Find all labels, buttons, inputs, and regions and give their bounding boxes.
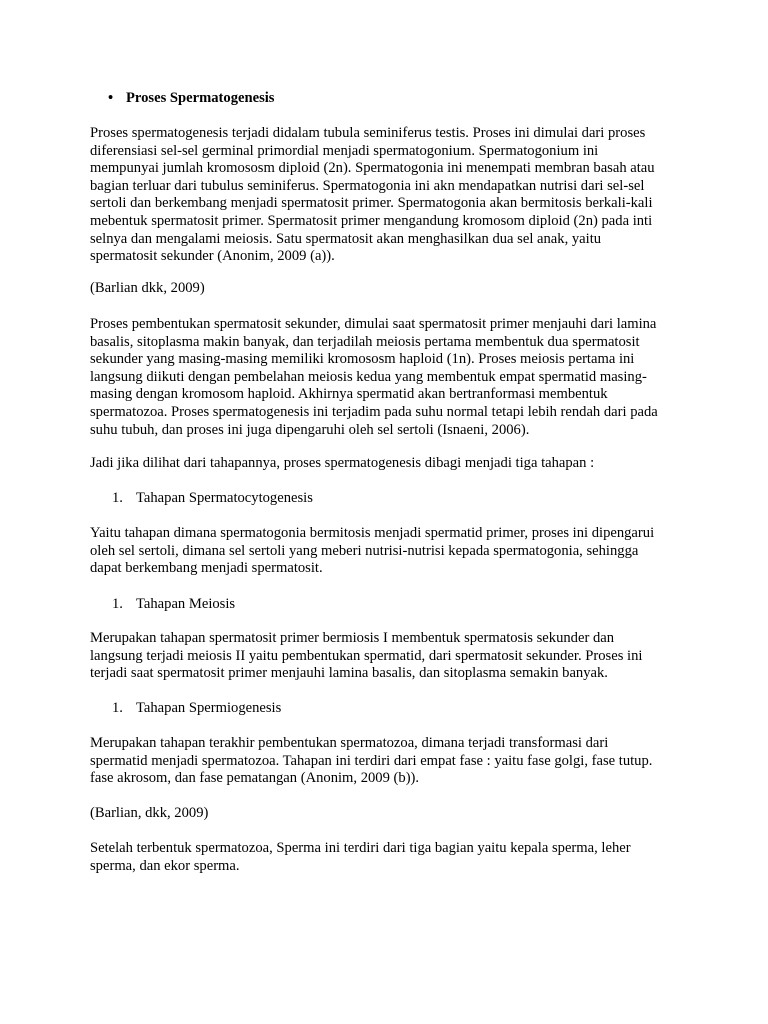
paragraph-sperma-parts [90, 840, 690, 875]
bullet-icon: • [108, 90, 114, 106]
text-line: bagian terluar dari tubulus seminiferus. Spermatogonia ini akn mendapatkan nutrisi dari sel-sel [90, 177, 645, 194]
text-line: Yaitu tahapan dimana spermatogonia bermitosis menjadi spermatid primer, proses ini dipengarui [90, 525, 655, 541]
text-line: selnya dan mengalami meiosis. Satu spermatosit akan menghasilkan dua sel anak, yaitu [90, 230, 602, 247]
text-line: masing dengan kromosom haploid. Akhirnya spermatid akan bertranformasi membentuk [90, 386, 608, 403]
text-line: diferensiasi sel-sel germinal primordial menjadi spermatogonium. Spermatogonium ini [90, 142, 599, 159]
text-line: Merupakan tahapan terakhir pembentukan spermatozoa, dimana terjadi transformasi dari [90, 735, 609, 751]
list-number: 1. [112, 596, 123, 612]
paragraph-intro [90, 125, 690, 266]
section-heading [108, 90, 275, 108]
text-line: sertoli dan berkembang menjadi spermatosit primer. Spermatogonia akan bermitosis berkali-kali [90, 195, 653, 212]
citation-text: (Barlian dkk, 2009) [90, 280, 205, 296]
list-item-stage-3 [112, 700, 281, 718]
list-item-title: Tahapan Spermiogenesis [136, 700, 282, 716]
text-line: fase akrosom, dan fase pematangan (Anonim, 2009 (b)). [90, 770, 420, 787]
text-line: sekunder yang masing-masing memiliki kromososm haploid (1n). Proses meiosis pertama ini [90, 351, 635, 368]
list-number: 1. [112, 700, 123, 716]
text-line: basalis, sitoplasma makin banyak, dan terjadilah meiosis pertama membentuk dua spermatosit [90, 333, 640, 350]
paragraph-stages-intro [90, 455, 690, 473]
paragraph-stage-3 [90, 735, 690, 788]
paragraph-secondary-spermatocyte [90, 316, 690, 439]
list-number: 1. [112, 490, 123, 506]
list-item-title: Tahapan Meiosis [136, 596, 236, 612]
list-item-stage-1 [112, 490, 313, 508]
text-line: oleh sel sertoli, dimana sel sertoli yang meberi nutrisi-nutrisi kepada spermatogonia, sehingga [90, 542, 639, 559]
paragraph-stage-2 [90, 630, 690, 683]
text-line: terjadi saat spermatosit primer menjauhi lamina basalis, dan sitoplasma semakin banyak. [90, 665, 608, 682]
text-line: dapat berkembang menjadi spermatosit. [90, 560, 323, 577]
text-line: spermatid menjadi spermatozoa. Tahapan ini terdiri dari empat fase : yaitu fase golgi, fase tutup. [90, 752, 653, 769]
text-line: Setelah terbentuk spermatozoa, Sperma ini terdiri dari tiga bagian yaitu kepala sperma, leher [90, 840, 631, 856]
list-item-stage-2 [112, 596, 235, 614]
citation-2 [90, 805, 690, 823]
text-line: Proses spermatogenesis terjadi didalam tubula seminiferus testis. Proses ini dimulai dari proses [90, 125, 646, 141]
citation-1 [90, 280, 690, 298]
text-line: Merupakan tahapan spermatosit primer bermiosis I membentuk spermatosis sekunder dan [90, 630, 615, 646]
text-line: Jadi jika dilihat dari tahapannya, proses spermatogenesis dibagi menjadi tiga tahapan : [90, 455, 595, 471]
text-line: mempunyai jumlah kromososm diploid (2n). Spermatogonia ini menempati membran basah atau [90, 160, 655, 177]
text-line: spermatozoa. Proses spermatogenesis ini terjadim pada suhu normal tetapi lebih rendah dari pada [90, 403, 658, 420]
paragraph-stage-1 [90, 525, 690, 578]
text-line: langsung diikuti dengan pembelahan meiosis kedua yang membentuk empat spermatid masing- [90, 368, 647, 385]
citation-text: (Barlian, dkk, 2009) [90, 805, 209, 821]
text-line: langsung terjadi meiosis II yaitu pembentukan spermatid, dari spermatosit sekunder. Proses ini [90, 647, 643, 664]
section-heading-text: Proses Spermatogenesis [126, 90, 275, 106]
text-line: spermatosit sekunder (Anonim, 2009 (a)). [90, 248, 335, 265]
text-line: Proses pembentukan spermatosit sekunder, dimulai saat spermatosit primer menjauhi dari lamina [90, 316, 657, 332]
text-line: mebentuk spermatosit primer. Spermatosit primer mengandung kromosom diploid (2n) pada inti [90, 212, 653, 229]
list-item-title: Tahapan Spermatocytogenesis [136, 490, 313, 506]
text-line: suhu tubuh, dan proses ini juga dipengaruhi oleh sel sertoli (Isnaeni, 2006). [90, 421, 530, 438]
text-line: sperma, dan ekor sperma. [90, 857, 240, 874]
